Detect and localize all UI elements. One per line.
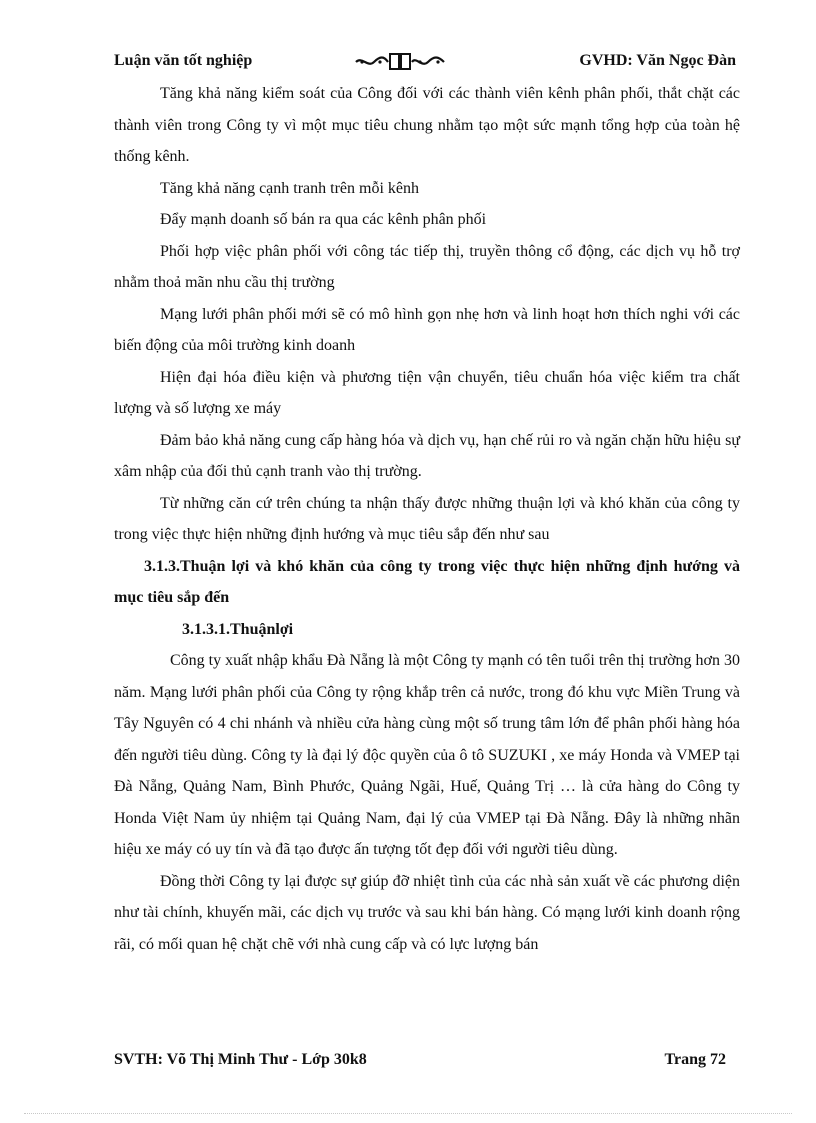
page-bottom-divider	[24, 1113, 792, 1114]
paragraph: Hiện đại hóa điều kiện và phương tiện vận chuyển, tiêu chuẩn hóa việc kiểm tra chất lượng và số lượng xe máy	[114, 368, 740, 417]
section-heading: 3.1.3.Thuận lợi và khó khăn của công ty trong việc thực hiện những định hướng và mục tiêu sắp đến	[114, 557, 740, 606]
subsection-heading: 3.1.3.1.Thuậnlợi	[182, 620, 294, 638]
page-footer	[114, 1051, 726, 1075]
page-header	[114, 50, 736, 76]
paragraph: Đẩy mạnh doanh số bán ra qua các kênh phân phối	[160, 211, 487, 228]
header-thesis-title: Luận văn tốt nghiệp	[114, 52, 253, 69]
page-number: Trang 72	[664, 1051, 726, 1068]
paragraph: Tăng khả năng kiểm soát của Công đối với các thành viên kênh phân phối, thắt chặt các thành viên trong Công ty vì một mục tiêu chung nhằm tạo một sức mạnh tổng hợp của toàn hệ thống kênh.	[114, 85, 740, 165]
paragraph: Phối hợp việc phân phối với công tác tiếp thị, truyền thông cổ động, các dịch vụ hỗ trợ nhằm thoả mãn nhu cầu thị trường	[114, 242, 740, 291]
document-body	[114, 78, 740, 960]
paragraph: Từ những căn cứ trên chúng ta nhận thấy được những thuận lợi và khó khăn của công ty trong việc thực hiện những định hướng và mục tiêu sắp đến như sau	[114, 494, 740, 543]
paragraph: Công ty xuất nhập khẩu Đà Nẵng là một Công ty mạnh có tên tuổi trên thị trường hơn 30 năm. Mạng lưới phân phối của Công ty rộng khắp trên cả nước, trong đó khu vực Miền Trung và Tây Nguyên có 4 chi nhánh và nhiều cửa hàng cùng một số trung tâm lớn để phân phối hàng hóa đến người tiêu dùng. Công ty là đại lý độc quyền của ô tô SUZUKI , xe máy Honda và VMEP tại Đà Nẵng, Quảng Nam, Bình Phước, Quảng Ngãi, Huế, Quảng Trị … là cửa hàng do Công ty Honda Việt Nam ủy nhiệm tại Quảng Nam, đại lý của VMEP tại Đà Nẵng. Đây là những nhãn hiệu xe máy có uy tín và đã tạo được ấn tượng tốt đẹp đối với người tiêu dùng.	[114, 652, 740, 858]
header-advisor: GVHD: Văn Ngọc Đàn	[579, 52, 736, 69]
paragraph: Mạng lưới phân phối mới sẽ có mô hình gọn nhẹ hơn và linh hoạt hơn thích nghi với các biến động của môi trường kinh doanh	[114, 305, 740, 354]
paragraph: Đảm bảo khả năng cung cấp hàng hóa và dịch vụ, hạn chế rủi ro và ngăn chặn hữu hiệu sự xâm nhập của đối thủ cạnh tranh vào thị trường.	[114, 431, 740, 480]
paragraph: Đồng thời Công ty lại được sự giúp đỡ nhiệt tình của các nhà sản xuất về các phương diện như tài chính, khuyến mãi, các dịch vụ trước và sau khi bán hàng. Có mạng lưới kinh doanh rộng rãi, có mối quan hệ chặt chẽ với nhà cung cấp và có lực lượng bán	[114, 872, 740, 953]
paragraph: Tăng khả năng cạnh tranh trên mỗi kênh	[160, 179, 420, 197]
book-ornament-icon	[354, 50, 446, 74]
footer-student: SVTH: Võ Thị Minh Thư - Lớp 30k8	[114, 1051, 367, 1068]
